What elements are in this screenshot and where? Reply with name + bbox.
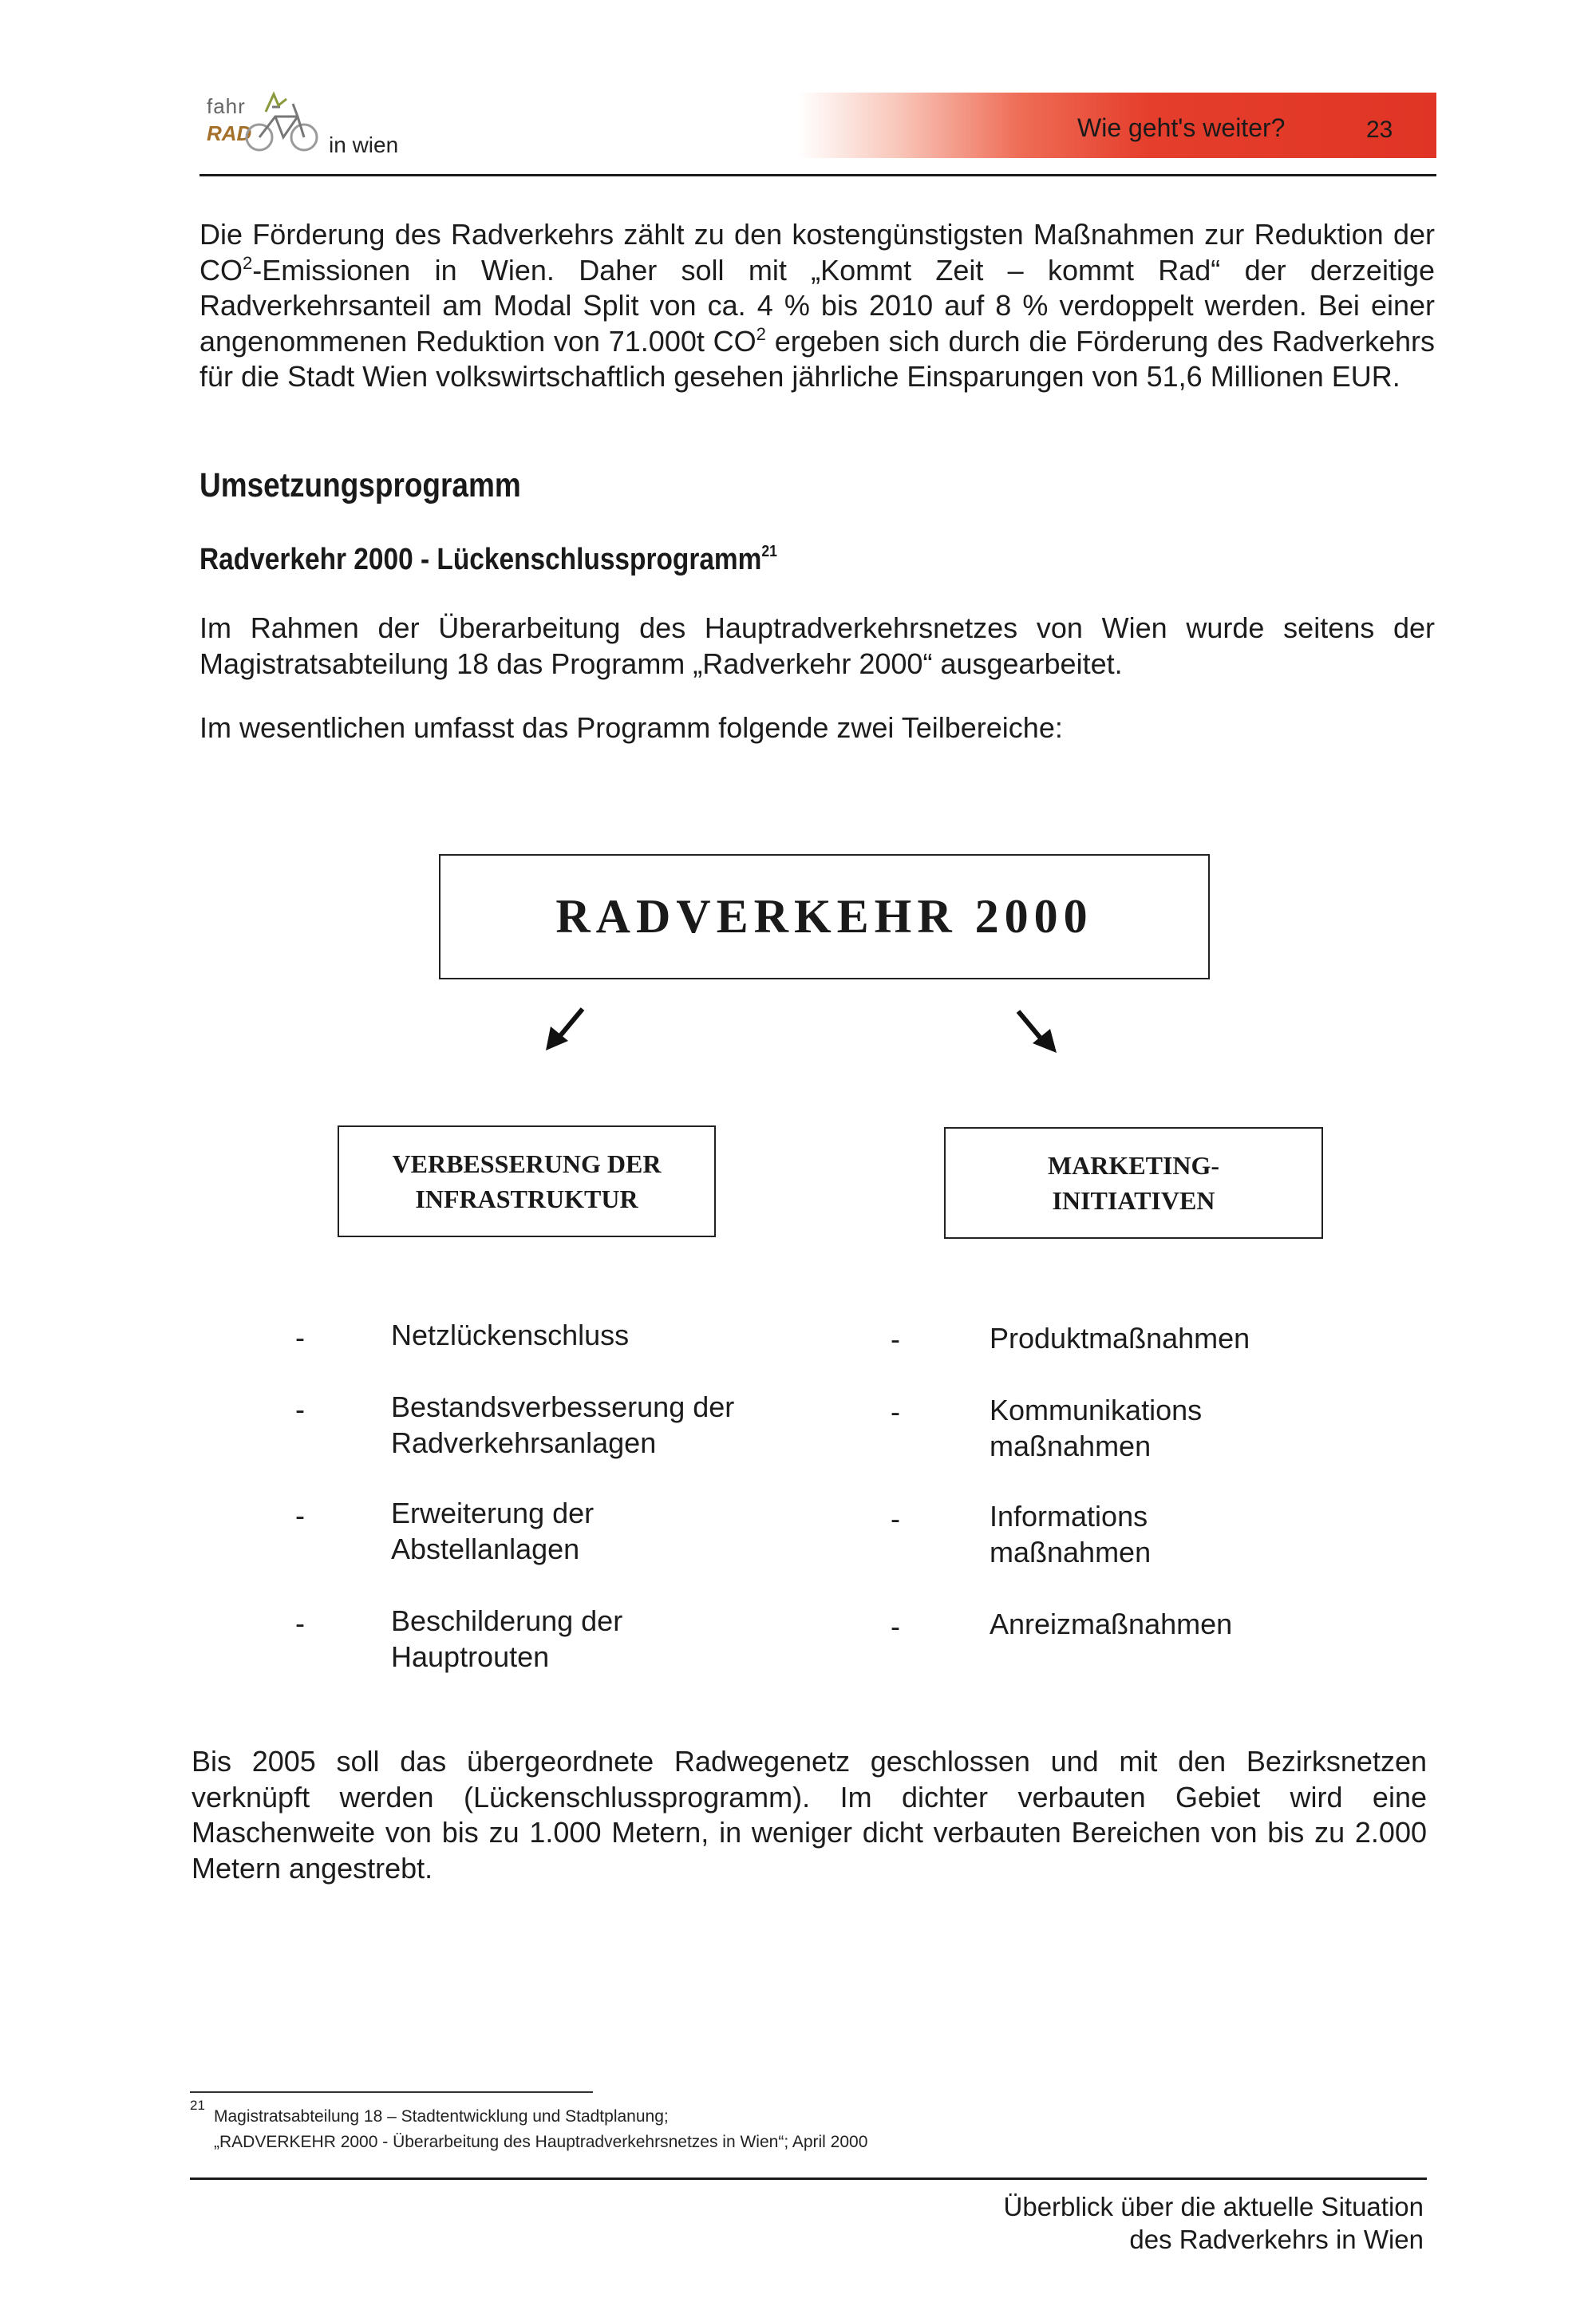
footnote-line-2: „RADVERKEHR 2000 - Überarbeitung des Hauptradverkehrsnetzes in Wien“; April 2000 [214,2133,868,2151]
logo-text-bottom: RAD [207,121,252,145]
infrastructure-label-line1: VERBESSERUNG DER [392,1149,662,1178]
program-intro-paragraph: Im wesentlichen umfasst das Programm folgende zwei Teilbereiche: [200,711,1063,744]
section-title: Wie geht's weiter? [1077,113,1286,142]
list-dash: - [891,1502,900,1535]
list-item: Bestandsverbesserung der Radverkehrsanlagen [391,1390,735,1459]
footnote-ref: 21 [761,543,777,560]
intro-paragraph: Die Förderung des Radverkehrs zählt zu den kostengünstigsten Maßnahmen zur Reduktion der $CO^2$-Emissionen in Wien. Daher soll mit „Kommt Zeit – kommt Rad“ der derzeitige Radverkehrsanteil am Modal Split von ca. 4 % bis 2010 auf 8 % verdoppelt werden. Bei einer angenommenen Reduktion von 71.000t $CO^2$ ergeben sich durch die Förderung des Radverkehrs für die Stadt Wien volkswirtschaftlich gesehen jährliche Einsparungen von 51,6 Millionen EUR. [200,218,1435,393]
arrow-down-right-icon [1012,1008,1060,1056]
list-item: Produktmaßnahmen [990,1322,1250,1355]
footer-divider [190,2178,1427,2180]
header-divider [200,174,1436,176]
list-dash: - [891,1323,900,1355]
logo [203,88,331,164]
closing-paragraph: Bis 2005 soll das übergeordnete Radwegenetz geschlossen und mit den Bezirksnetzen verknüpft werden (Lückenschlussprogramm). Im dichter verbauten Gebiet wird eine Maschenweite von bis zu 1.000 Metern, in weniger dicht verbauten Bereichen von bis zu 2.000 Metern angestrebt. [192,1745,1427,1885]
marketing-label-line1: MARKETING- [1047,1151,1220,1180]
footnote-line-1: Magistratsabteilung 18 – Stadtentwicklung und Stadtplanung; [214,2107,669,2126]
footer-line-1: Überblick über die aktuelle Situation [1003,2192,1424,2221]
program-paragraph: Im Rahmen der Überarbeitung des Hauptradverkehrsnetzes von Wien wurde seitens der Magistratsabteilung 18 das Programm „Radverkehr 2000“ ausgearbeitet. [200,611,1435,680]
list-dash: - [295,1321,305,1354]
logo-suffix: in wien [329,133,399,157]
page-number: 23 [1366,117,1393,143]
footnote-divider [190,2091,593,2093]
list-item: Netzlückenschluss [391,1319,630,1351]
program-title: RADVERKEHR 2000 [555,890,1093,943]
program-title-box [439,854,1210,979]
marketing-box [944,1127,1323,1239]
marketing-label-line2: INITIATIVEN [1052,1186,1215,1215]
footer-text [798,2190,1424,2256]
bicycle-icon [242,88,322,160]
list-item: Anreizmaßnahmen [990,1608,1233,1640]
list-item: Beschilderung der Hauptrouten [391,1604,623,1673]
section-heading: Umsetzungsprogramm [200,466,521,504]
list-dash: - [295,1499,305,1532]
footer-line-2: des Radverkehrs in Wien [1129,2225,1424,2254]
list-dash: - [295,1607,305,1640]
section-subheading: Radverkehr 2000 - Lückenschlussprogramm$^{21}$ [200,543,777,576]
list-item: Erweiterung der Abstellanlagen [391,1497,595,1565]
arrow-down-left-icon [543,1006,591,1054]
list-item: Kommunikations maßnahmen [990,1394,1203,1462]
list-dash: - [891,1610,900,1643]
logo-text-top: fahr [207,94,246,118]
list-item: Informations maßnahmen [990,1500,1152,1568]
infrastructure-label-line2: INFRASTRUKTUR [415,1185,638,1213]
list-dash: - [891,1395,900,1428]
infrastructure-box [338,1125,716,1237]
list-dash: - [295,1393,305,1426]
footnote-number: 21 [190,2098,205,2113]
